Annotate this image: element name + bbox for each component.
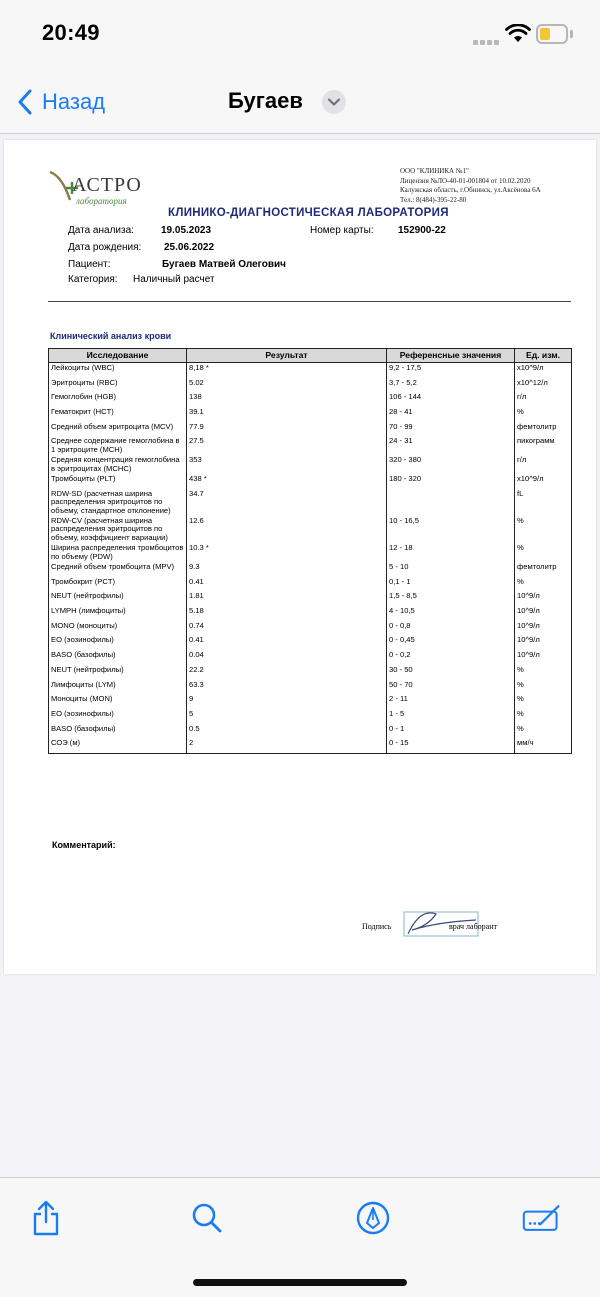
cell-result: 39.1 xyxy=(187,407,387,422)
table-row xyxy=(49,516,572,543)
comment-label: Комментарий: xyxy=(52,840,116,850)
table-row xyxy=(49,724,572,739)
cell-result: 22.2 xyxy=(187,665,387,680)
cell-unit: % xyxy=(515,680,572,695)
cell-result: 138 xyxy=(187,392,387,407)
cell-reference: 4 - 10,5 xyxy=(387,606,515,621)
table-row xyxy=(49,378,572,393)
cell-unit: 10^9/л xyxy=(515,621,572,636)
cell-reference: 24 - 31 xyxy=(387,436,515,455)
birth-date: 25.06.2022 xyxy=(164,242,215,253)
cell-result: 353 xyxy=(187,455,387,474)
cell-unit: % xyxy=(515,407,572,422)
cell-unit: % xyxy=(515,709,572,724)
cell-result: 27.5 xyxy=(187,436,387,455)
cell-unit: 10^9/л xyxy=(515,591,572,606)
table-row xyxy=(49,591,572,606)
table-row xyxy=(49,407,572,422)
cell-result: 77.9 xyxy=(187,422,387,437)
search-button[interactable] xyxy=(187,1198,227,1238)
table-row xyxy=(49,422,572,437)
cell-reference: 0 - 0,2 xyxy=(387,650,515,665)
cell-reference: 1,5 - 8,5 xyxy=(387,591,515,606)
battery-icon xyxy=(536,24,568,44)
card-number: 152900-22 xyxy=(398,225,446,236)
cell-test: Среднее содержание гемоглобина в 1 эритроците (MCH) xyxy=(49,436,187,455)
chevron-left-icon xyxy=(18,89,32,115)
table-row xyxy=(49,363,572,378)
cell-test: Гематокрит (HCT) xyxy=(49,407,187,422)
cell-unit: % xyxy=(515,543,572,562)
cell-test: Лимфоциты (LYM) xyxy=(49,680,187,695)
table-row xyxy=(49,606,572,621)
cell-unit: пикограмм xyxy=(515,436,572,455)
table-row xyxy=(49,436,572,455)
cell-result: 5.18 xyxy=(187,606,387,621)
header-result: Результат xyxy=(187,349,387,363)
cell-unit: x10^9/л xyxy=(515,363,572,378)
cell-result: 63.3 xyxy=(187,680,387,695)
back-button[interactable] xyxy=(18,87,105,117)
cell-unit: % xyxy=(515,516,572,543)
cell-reference: 180 - 320 xyxy=(387,474,515,489)
cell-test: LYMPH (лимфоциты) xyxy=(49,606,187,621)
cell-reference: 2 - 11 xyxy=(387,694,515,709)
signature-label: Подпись xyxy=(362,922,392,931)
table-row xyxy=(49,489,572,516)
cell-result: 9 xyxy=(187,694,387,709)
document-page[interactable] xyxy=(4,140,596,974)
cell-result: 5 xyxy=(187,709,387,724)
cell-test: BASO (базофилы) xyxy=(49,724,187,739)
cell-unit: г/л xyxy=(515,455,572,474)
home-indicator[interactable] xyxy=(193,1279,407,1286)
title-menu-button[interactable] xyxy=(322,90,346,114)
cell-test: NEUT (нейтрофилы) xyxy=(49,665,187,680)
patient-label: Пациент: xyxy=(68,259,111,270)
birth-date-label: Дата рождения: xyxy=(68,242,142,253)
header-divider xyxy=(48,301,571,302)
cell-test: EO (эозинофилы) xyxy=(49,635,187,650)
cell-unit: фемтолитр xyxy=(515,562,572,577)
chevron-down-icon xyxy=(328,98,340,106)
cell-test: СОЭ (м) xyxy=(49,738,187,753)
table-row xyxy=(49,709,572,724)
cell-test: Ширина распределения тромбоцитов по объему (PDW) xyxy=(49,543,187,562)
cell-reference: 10 - 16,5 xyxy=(387,516,515,543)
cell-reference xyxy=(387,489,515,516)
cell-unit: 10^9/л xyxy=(515,635,572,650)
cell-test: NEUT (нейтрофилы) xyxy=(49,591,187,606)
cell-unit: % xyxy=(515,577,572,592)
nav-title[interactable]: Бугаев xyxy=(228,88,303,113)
logo-name: АСТРО xyxy=(72,174,142,196)
cell-unit: % xyxy=(515,665,572,680)
table-header-row xyxy=(49,349,572,363)
cell-unit: г/л xyxy=(515,392,572,407)
table-row xyxy=(49,680,572,695)
cell-result: 8,18 * xyxy=(187,363,387,378)
markup-icon xyxy=(356,1201,390,1235)
cell-result: 2 xyxy=(187,738,387,753)
cell-reference: 9,2 - 17,5 xyxy=(387,363,515,378)
fill-sign-button[interactable] xyxy=(522,1198,562,1238)
analysis-date: 19.05.2023 xyxy=(161,225,212,236)
cell-reference: 0 - 1 xyxy=(387,724,515,739)
navigation-bar xyxy=(0,68,600,134)
cell-reference: 3,7 - 5,2 xyxy=(387,378,515,393)
cell-test: RDW-CV (расчетная ширина распределения эритроцитов по объему, коэффициент вариации) xyxy=(49,516,187,543)
cell-reference: 0,1 - 1 xyxy=(387,577,515,592)
cell-test: Средний объем эритроцита (MCV) xyxy=(49,422,187,437)
lab-logo xyxy=(48,168,148,206)
cell-result: 0.5 xyxy=(187,724,387,739)
cell-result: 5.02 xyxy=(187,378,387,393)
cell-reference: 70 - 99 xyxy=(387,422,515,437)
cell-result: 10.3 * xyxy=(187,543,387,562)
cell-unit: фемтолитр xyxy=(515,422,572,437)
cell-test: Моноциты (MON) xyxy=(49,694,187,709)
cell-test: EO (эозинофилы) xyxy=(49,709,187,724)
card-number-label: Номер карты: xyxy=(310,225,374,236)
category-label: Категория: xyxy=(68,274,118,285)
table-row xyxy=(49,562,572,577)
header-unit: Ед. изм. xyxy=(515,349,572,363)
header-test: Исследование xyxy=(49,349,187,363)
cell-result: 0.04 xyxy=(187,650,387,665)
cell-unit: 10^9/л xyxy=(515,650,572,665)
cell-test: Гемоглобин (HGB) xyxy=(49,392,187,407)
cell-reference: 28 - 41 xyxy=(387,407,515,422)
cell-reference: 5 - 10 xyxy=(387,562,515,577)
table-row xyxy=(49,543,572,562)
cell-test: Средняя концентрация гемоглобина в эритроцитах (MCHC) xyxy=(49,455,187,474)
cell-reference: 0 - 15 xyxy=(387,738,515,753)
cell-result: 438 * xyxy=(187,474,387,489)
patient-name: Бугаев Матвей Олегович xyxy=(162,259,286,270)
cell-reference: 1 - 5 xyxy=(387,709,515,724)
cell-result: 0.41 xyxy=(187,577,387,592)
header-reference: Референсные значения xyxy=(387,349,515,363)
table-row xyxy=(49,694,572,709)
logo-subtitle: лаборатория xyxy=(76,196,127,206)
table-row xyxy=(49,738,572,753)
cell-test: Тромбоциты (PLT) xyxy=(49,474,187,489)
clinic-info: ООО "КЛИНИКА №1" Лицензия №ЛО-40-01-001804 от 10.02.2020 Калужская область, г.Обнинск, ул.Аксёнова 6А Тел.: 8(484)-395-22-80 xyxy=(400,167,541,204)
category-value: Наличный расчет xyxy=(133,274,215,285)
cell-test: Лейкоциты (WBC) xyxy=(49,363,187,378)
cell-test: BASO (базофилы) xyxy=(49,650,187,665)
cell-test: MONO (моноциты) xyxy=(49,621,187,636)
cell-result: 0.41 xyxy=(187,635,387,650)
table-row xyxy=(49,455,572,474)
cell-test: Тромбокрит (PCT) xyxy=(49,577,187,592)
cell-unit: x10^12/л xyxy=(515,378,572,393)
cell-reference: 50 - 70 xyxy=(387,680,515,695)
table-row xyxy=(49,635,572,650)
cell-reference: 0 - 0,45 xyxy=(387,635,515,650)
back-button-label: Назад xyxy=(42,89,106,114)
table-row xyxy=(49,577,572,592)
search-icon xyxy=(191,1202,223,1234)
table-row xyxy=(49,665,572,680)
cell-reference: 30 - 50 xyxy=(387,665,515,680)
cell-unit: x10^9/л xyxy=(515,474,572,489)
cell-result: 1.81 xyxy=(187,591,387,606)
cell-test: RDW-SD (расчетная ширина распределения эритроцитов по объему, стандартное отклонение) xyxy=(49,489,187,516)
cell-result: 0.74 xyxy=(187,621,387,636)
cell-test: Эритроциты (RBC) xyxy=(49,378,187,393)
status-bar xyxy=(0,0,600,68)
cellular-signal-icon xyxy=(473,32,501,38)
lab-title: КЛИНИКО-ДИАГНОСТИЧЕСКАЯ ЛАБОРАТОРИЯ xyxy=(168,207,449,219)
table-row xyxy=(49,650,572,665)
cell-reference: 106 - 144 xyxy=(387,392,515,407)
table-row xyxy=(49,474,572,489)
cell-reference: 320 - 380 xyxy=(387,455,515,474)
cell-unit: % xyxy=(515,724,572,739)
signature-pen-icon xyxy=(522,1203,562,1233)
cell-result: 12.6 xyxy=(187,516,387,543)
share-button[interactable] xyxy=(26,1198,66,1238)
table-row xyxy=(49,392,572,407)
cell-result: 9.3 xyxy=(187,562,387,577)
cell-reference: 12 - 18 xyxy=(387,543,515,562)
section-title: Клинический анализ крови xyxy=(50,331,172,341)
cell-unit: 10^9/л xyxy=(515,606,572,621)
signature-role: врач лаборант xyxy=(449,922,497,931)
cell-unit: % xyxy=(515,694,572,709)
table-row xyxy=(49,621,572,636)
cell-unit: мм/ч xyxy=(515,738,572,753)
cell-reference: 0 - 0,8 xyxy=(387,621,515,636)
cell-unit: fL xyxy=(515,489,572,516)
results-table xyxy=(48,348,572,754)
analysis-date-label: Дата анализа: xyxy=(68,225,134,236)
wifi-icon xyxy=(505,24,531,44)
status-time: 20:49 xyxy=(42,20,100,45)
cell-test: Средний объем тромбоцита (MPV) xyxy=(49,562,187,577)
markup-button[interactable] xyxy=(353,1198,393,1238)
share-icon xyxy=(31,1200,61,1236)
cell-result: 34.7 xyxy=(187,489,387,516)
